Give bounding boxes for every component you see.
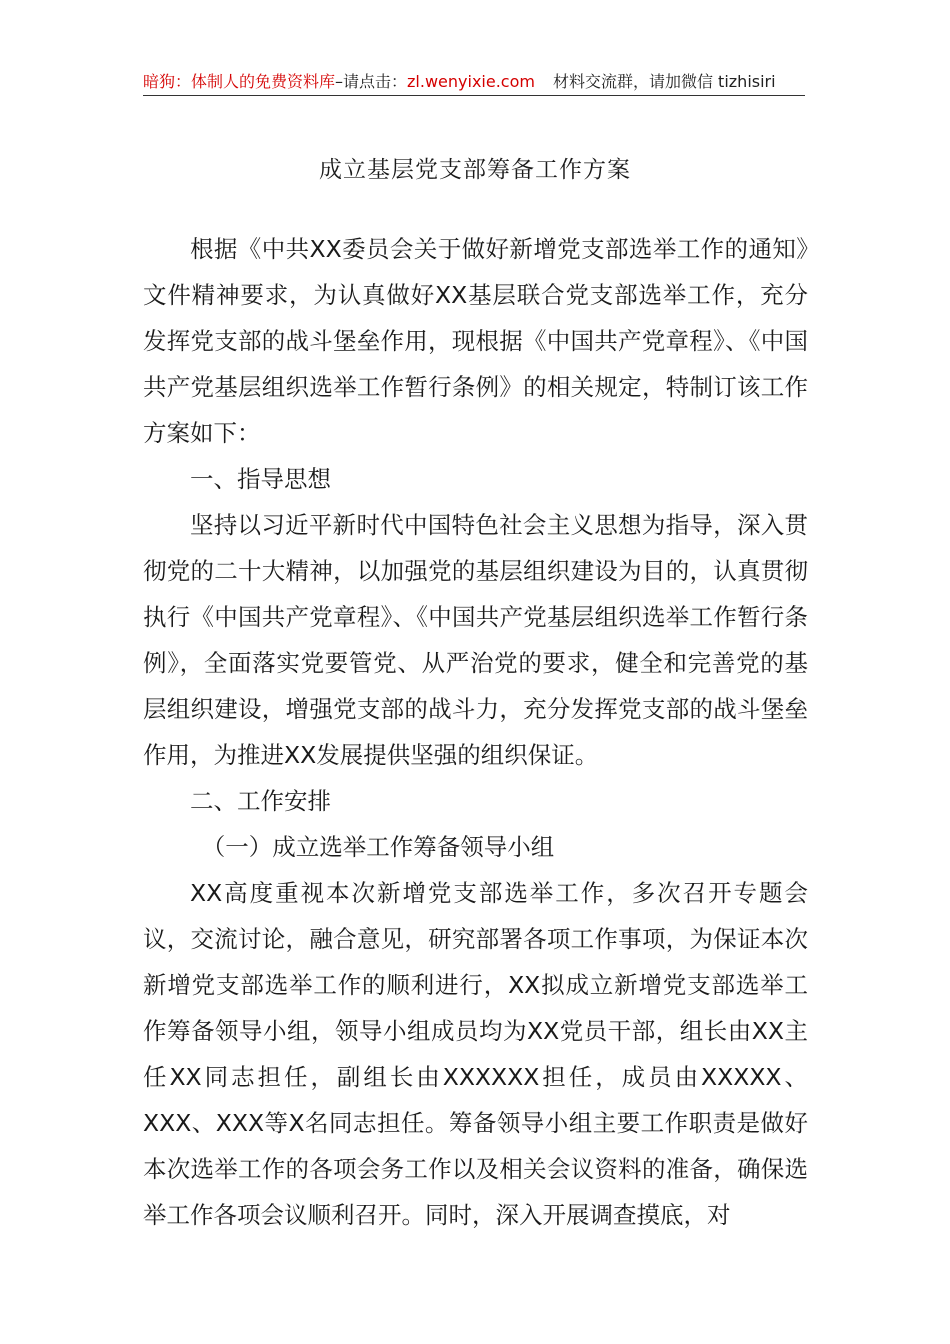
subsection-heading-leading-group: （一）成立选举工作筹备领导小组: [201, 833, 555, 861]
section-heading-guiding-ideology: 一、指导思想: [190, 465, 331, 493]
leading-group-paragraph: XX高度重视本次新增党支部选举工作，多次召开专题会议，交流讨论，融合意见，研究部署各项工作事项，为保证本次新增党支部选举工作的顺利进行，XX拟成立新增党支部选举工作筹备领导小组，领导小组成员均为XX党员干部，组长由XX主任XX同志担任，副组长由XXXXXX担任，成员由XXXXX、XXX、XXX等X名同志担任。筹备领导小组主要工作职责是做好本次选举工作的各项会务工作以及相关会议资料的准备，确保选举工作各项会议顺利召开。同时，深入开展调查摸底，对: [143, 879, 808, 1229]
guiding-ideology-paragraph: 坚持以习近平新时代中国特色社会主义思想为指导，深入贯彻党的二十大精神，以加强党的基层组织建设为目的，认真贯彻执行《中国共产党章程》、《中国共产党基层组织选举工作暂行条例》，全面落实党要管党、从严治党的要求，健全和完善党的基层组织建设，增强党支部的战斗力，充分发挥党支部的战斗堡垒作用，为推进XX发展提供坚强的组织保证。: [143, 511, 808, 769]
section-heading-work-arrangement: 二、工作安排: [190, 787, 331, 815]
header-click-prompt: –请点击：: [335, 72, 408, 91]
document-body: [143, 226, 808, 1238]
header-contact: 材料交流群，请加微信 tizhisiri: [552, 72, 776, 91]
header-brand: 暗狗：体制人的免费资料库: [143, 72, 336, 91]
header-divider: [143, 95, 805, 96]
intro-paragraph: 根据《中共XX委员会关于做好新增党支部选举工作的通知》文件精神要求，为认真做好XX基层联合党支部选举工作，充分发挥党支部的战斗堡垒作用，现根据《中国共产党章程》、《中国共产党基层组织选举工作暂行条例》的相关规定，特制订该工作方案如下：: [143, 235, 808, 447]
document-title: 成立基层党支部筹备工作方案: [319, 157, 631, 183]
page-header: [143, 70, 805, 94]
header-url-link[interactable]: zl.wenyixie.com: [407, 72, 535, 91]
